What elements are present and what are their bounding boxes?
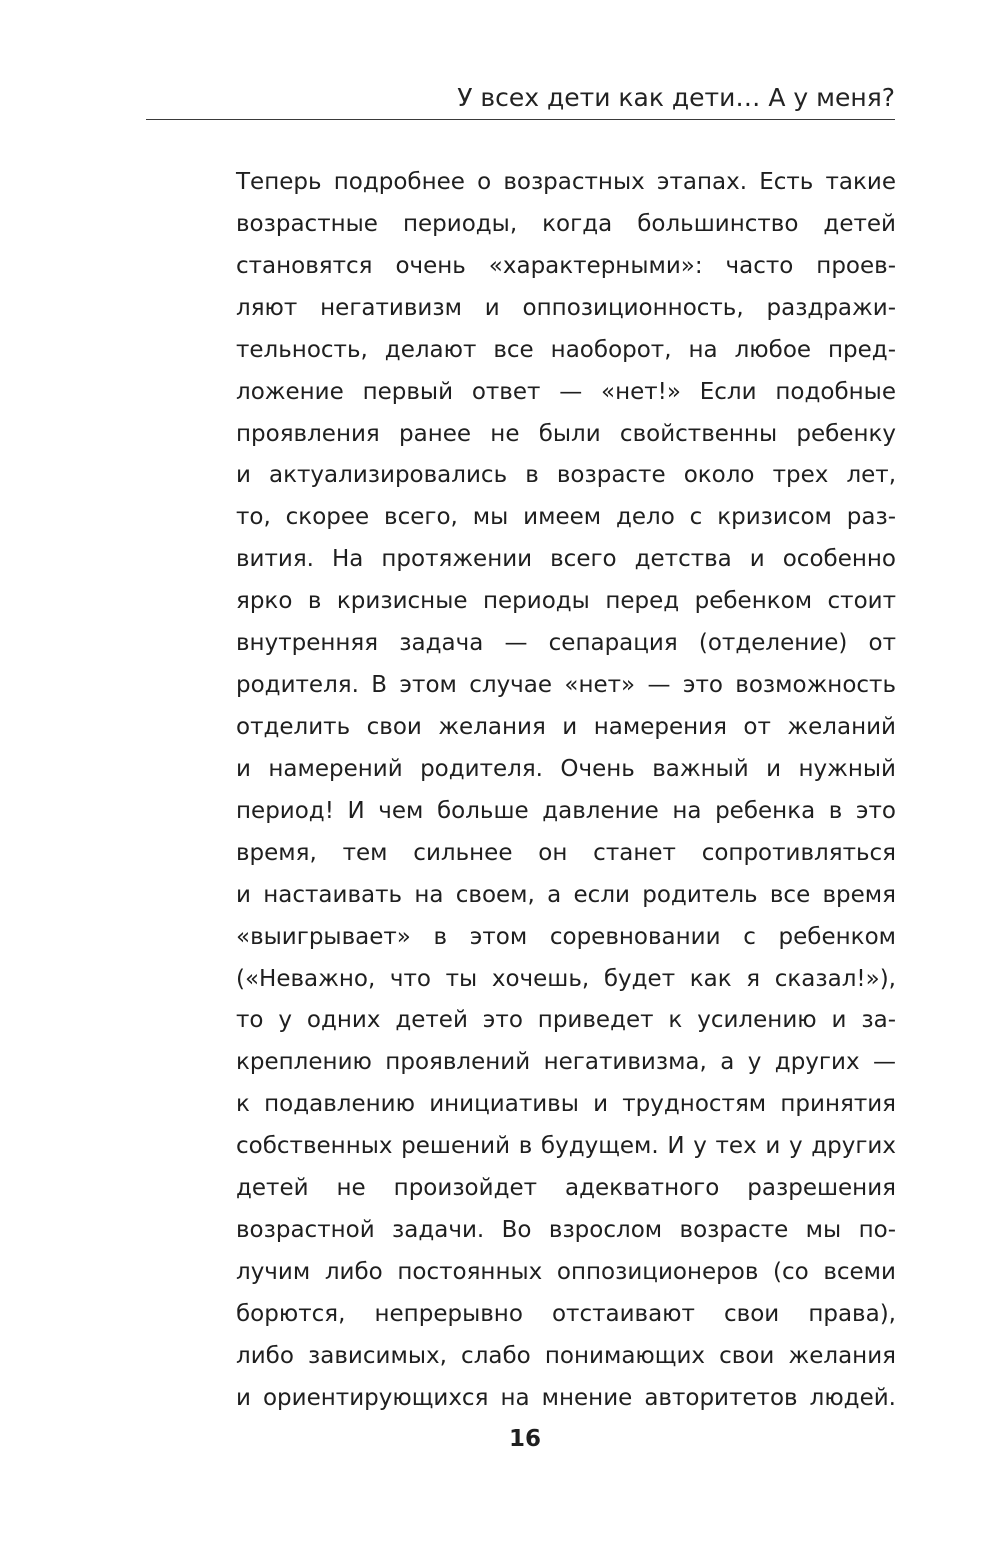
text-line: к подавлению инициативы и трудностям принятия (236, 1091, 896, 1118)
text-line: возрастные периоды, когда большинство детей (236, 210, 896, 237)
header-rule (146, 119, 895, 120)
text-line: собственных решений в будущем. И у тех и у других (236, 1133, 896, 1160)
text-line: тельность, делают все наоборот, на любое пред- (236, 336, 896, 363)
page-number: 16 (508, 1426, 541, 1452)
text-line: и настаивать на своем, а если родитель все время (236, 881, 896, 908)
text-line: становятся очень «характерными»: часто проев- (236, 252, 896, 279)
text-line: то у одних детей это приведет к усилению и за- (236, 1007, 896, 1034)
text-line: проявления ранее не были свойственны ребенку (236, 420, 896, 447)
text-line: ярко в кризисные периоды перед ребенком стоит (236, 588, 896, 615)
text-line: внутренняя задача — сепарация (отделение) от (236, 630, 896, 657)
text-line: вития. На протяжении всего детства и особенно (236, 546, 896, 573)
text-line: отделить свои желания и намерения от желаний (236, 713, 896, 740)
body-text (236, 162, 896, 1420)
text-line: ложение первый ответ — «нет!» Если подобные (236, 378, 896, 405)
text-line: («Неважно, что ты хочешь, будет как я сказал!»), (236, 965, 896, 992)
text-line: возрастной задачи. Во взрослом возрасте мы по- (236, 1217, 896, 1244)
text-line: ляют негативизм и оппозиционность, раздражи- (236, 294, 896, 321)
text-line: креплению проявлений негативизма, а у других — (236, 1049, 896, 1076)
text-line: то, скорее всего, мы имеем дело с кризисом раз- (236, 504, 896, 531)
text-line: «выигрывает» в этом соревновании с ребенком (236, 923, 896, 950)
text-line: время, тем сильнее он станет сопротивляться (236, 839, 896, 866)
text-line: и актуализировались в возрасте около трех лет, (236, 462, 896, 489)
text-line: борются, непрерывно отстаивают свои права), (236, 1300, 896, 1327)
text-line: период! И чем больше давление на ребенка в это (236, 797, 896, 824)
text-line: родителя. В этом случае «нет» — это возможность (236, 672, 896, 699)
text-line: Теперь подробнее о возрастных этапах. Есть такие (236, 169, 896, 195)
text-line: и ориентирующихся на мнение авторитетов людей. (236, 1384, 896, 1411)
text-line: лучим либо постоянных оппозиционеров (со всеми (236, 1258, 896, 1285)
running-header: У всех дети как дети… А у меня? (457, 83, 895, 112)
text-line: и намерений родителя. Очень важный и нужный (236, 755, 896, 782)
text-line: детей не произойдет адекватного разрешения (236, 1175, 896, 1202)
text-line: либо зависимых, слабо понимающих свои желания (236, 1342, 896, 1369)
